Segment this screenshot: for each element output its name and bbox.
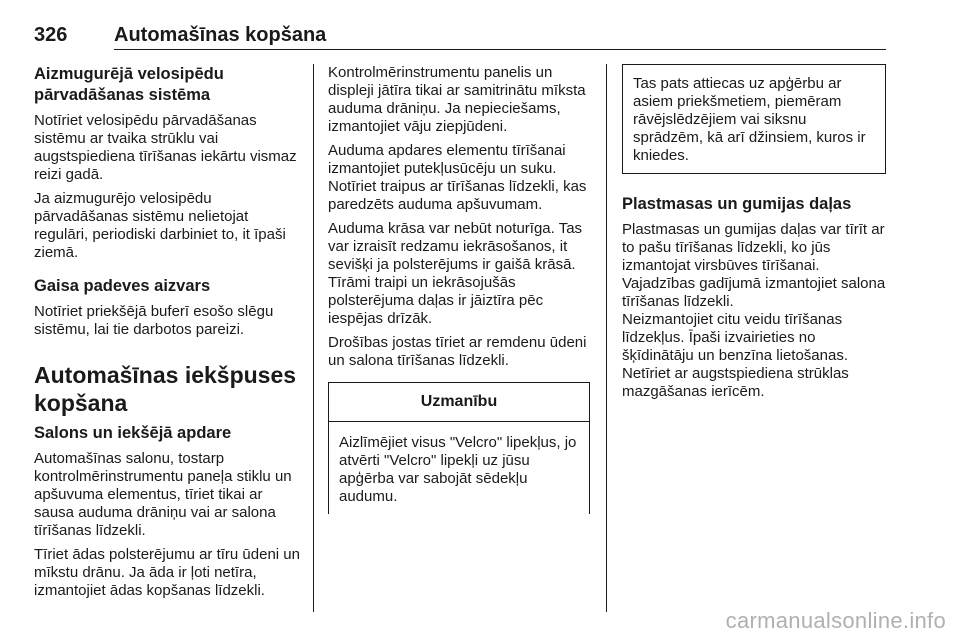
paragraph-bike-carrier-usage: Ja aizmugurējo velosipēdu pārvadāšanas sistēmu nelietojat regulāri, periodiski darbiniet to, it īpaši ziemā. — [34, 190, 286, 261]
warning-box — [328, 382, 590, 514]
column-divider-2 — [606, 64, 607, 612]
paragraph-fabric-dye: Auduma krāsa var nebūt noturīga. Tas var izraisīt redzamu iekrāsošanos, it sevišķi ja polsterējums ir gaišā krāsā. Tīrāmi traipi un iekrāsojušās polsterējuma daļas ir jāiztīra pēc iespējas drīzāk. — [328, 220, 583, 327]
column-divider-1 — [313, 64, 314, 612]
warning-title: Uzmanību — [329, 383, 589, 422]
heading-air-shutter: Gaisa padeves aizvars — [34, 277, 211, 295]
paragraph-cabin-cleaning: Automašīnas salonu, tostarp kontrolmērinstrumentu paneļa stiklu un apšuvuma elementus, tīriet tikai ar sausa auduma drāniņu vai ar salona tīrīšanas līdzekli. — [34, 450, 292, 539]
page-number: 326 — [34, 24, 68, 46]
column-left — [34, 64, 300, 600]
page-header — [34, 22, 886, 50]
paragraph-display-cleaning: Kontrolmērinstrumentu panelis un displeji jātīra tikai ar samitrinātu mīksta auduma drāniņu. Ja nepieciešams, izmantojiet vāju ziepjūdeni. — [328, 64, 586, 135]
header-rule — [114, 49, 886, 50]
section-heading-interior-care: Automašīnas iekšpuses kopšana — [34, 362, 297, 416]
paragraph-plastic-warning: Neizmantojiet citu veidu tīrīšanas līdzekļus. Īpaši izvairieties no šķīdinātāju un benzīna lietošanas. Netīriet ar augstspiediena strūklas mazgāšanas ierīcēm. — [622, 311, 849, 400]
warning-continuation-box — [622, 64, 886, 174]
paragraph-air-shutter: Notīriet priekšējā buferī esošo slēgu sistēmu, lai tie darbotos pareizi. — [34, 303, 274, 338]
paragraph-leather-cleaning: Tīriet ādas polsterējumu ar tīru ūdeni un mīkstu drānu. Ja āda ir ļoti netīra, izmantojiet ādas kopšanas līdzekli. — [34, 546, 300, 599]
heading-bike-carrier: Aizmugurējā velosipēdu pārvadāšanas sistēma — [34, 65, 224, 104]
column-right — [622, 64, 886, 401]
paragraph-plastic-cleaning: Plastmasas un gumijas daļas var tīrīt ar to pašu tīrīšanas līdzekli, ko jūs izmantojat virsbūves tīrīšanai. Vajadzības gadījumā izmantojiet salona tīrīšanas līdzekli. — [622, 221, 886, 310]
page-title: Automašīnas kopšana — [114, 24, 327, 46]
warning-text: Aizlīmējiet visus "Velcro" lipekļus, jo atvērti "Velcro" lipekļi uz jūsu apģērba var sabojāt sēdekļu audumu. — [339, 434, 577, 505]
heading-plastic-rubber: Plastmasas un gumijas daļas — [622, 195, 852, 213]
paragraph-bike-carrier-cleaning: Notīriet velosipēdu pārvadāšanas sistēmu ar tvaika strūklu vai augstspiediena tīrīšanas iekārtu vismaz reizi gadā. — [34, 112, 297, 183]
watermark-text: carmanualsonline.info — [725, 608, 946, 633]
column-middle — [328, 64, 590, 514]
paragraph-seat-belts: Drošības jostas tīriet ar remdenu ūdeni un salona tīrīšanas līdzekli. — [328, 334, 587, 369]
warning-continuation-text: Tas pats attiecas uz apģērbu ar asiem priekšmetiem, piemēram rāvējslēdzējiem vai siksnu sprādzēm, kā arī džinsiem, kuros ir kniedes. — [633, 75, 866, 164]
paragraph-fabric-cleaning: Auduma apdares elementu tīrīšanai izmantojiet putekļusūcēju un suku. Notīriet traipus ar tīrīšanas līdzekli, kas paredzēts auduma apšuvumam. — [328, 142, 587, 213]
heading-cabin-trim: Salons un iekšējā apdare — [34, 424, 232, 442]
